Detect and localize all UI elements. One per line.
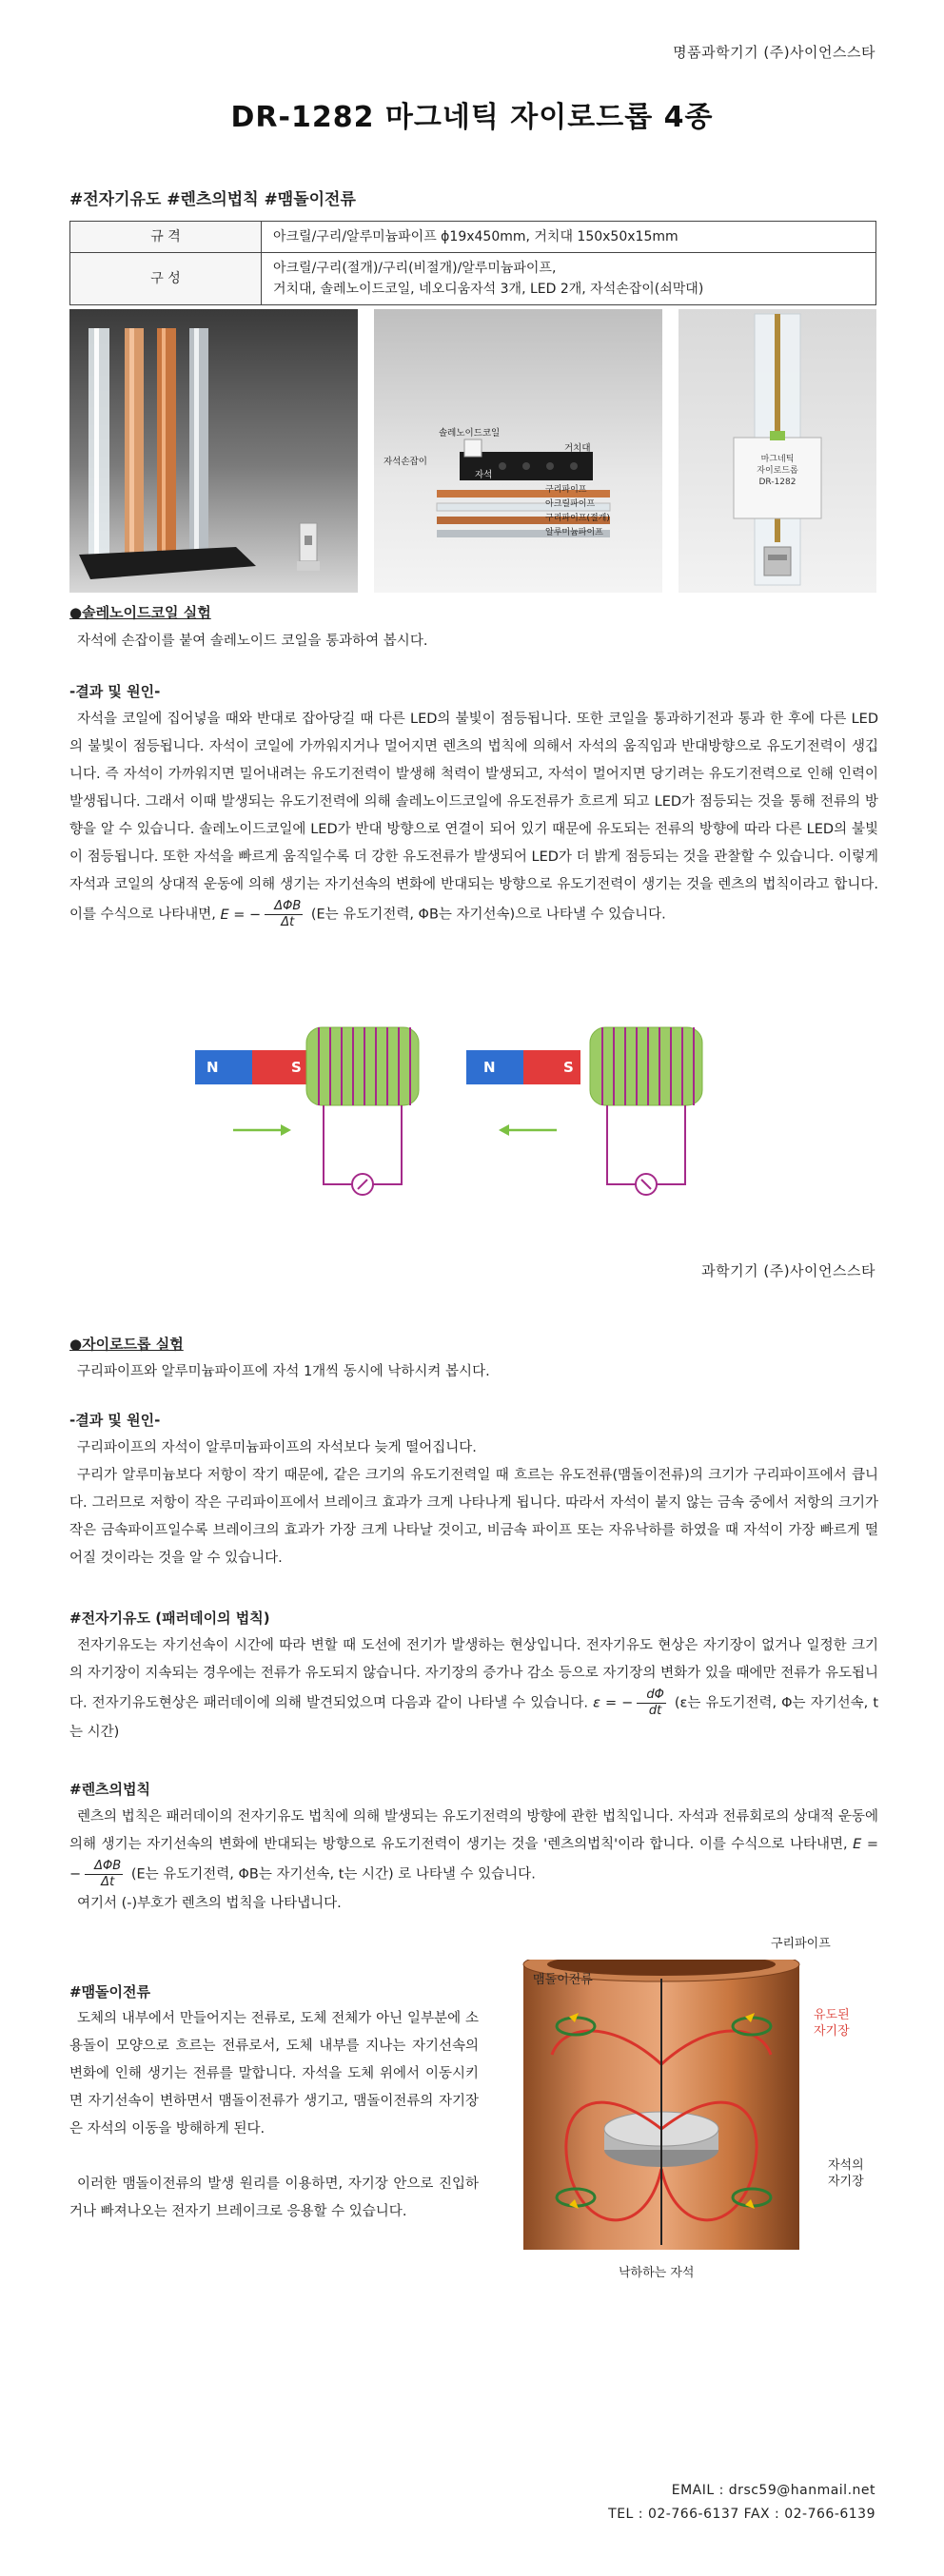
lenz-sign-note: 여기서 (-)부호가 렌츠의 법칙을 나타냅니다. [77,1896,342,1911]
spec-row [70,253,876,305]
spec-key: 규 격 [70,222,262,253]
formula-denominator: dt [648,1704,662,1718]
label-line: 자석의 [828,2158,864,2173]
formula-lhs: E = − [220,907,262,923]
label-s-left: S [291,1059,302,1076]
label-copper-pipe: 구리파이프 [771,1937,831,1951]
formula-tail: (E는 유도기전력, ΦB는 자기선속)으로 나타낼 수 있습니다. [310,907,666,923]
photo-components [374,309,662,593]
photo-coil-pipe [678,309,876,593]
coil-box-line: 마그네틱 [760,455,795,464]
label-handle: 자석손잡이 [384,457,427,467]
brand-mid: 과학기기 (주)사이언스스타 [701,1262,875,1279]
pipes-stand-image [69,309,358,593]
eddy-pipe-diagram [485,1960,885,2264]
body-text: 자석을 코일에 집어넣을 때와 반대로 잡아당길 때 다른 LED의 불빛이 점등됩니다. 또한 코일을 통과하기전과 통과 한 후에 다른 LED의 불빛이 점등됩니다. 자석이 코일에 가까워지거나 멀어지면 렌츠의 법칙에 의해서 자석의 움직임과 반대방향으로 유도기전력이 생깁니다. 즉 자석이 가까워지면 밀어내려는 유도기전력이 발생해 척력이 발생되고, 자석이 멀어지면 당기려는 유도기전력으로 인해 인력이 발생됩니다. 그래서 이때 발생되는 유도기전력에 의해 솔레노이드코일에 유도전류가 흐르게 되고 LED가 점등되는 것을 통해 전류의 방향을 알 수 있습니다. 솔레노이드코일에 LED가 반대 방향으로 연결이 되어 있기 때문에 유도되는 전류의 방향에 따라 다른 LED의 불빛이 점등됩니다. 또한 자석을 빠르게 움직일수록 더 강한 유도전류가 발생되어 LED가 더 밝게 점등되는 것을 관찰할 수 있습니다. 이렇게 자석과 코일의 상대적 운동에 의해 생기는 자기선속의 변화에 반대되는 방향으로 유도기전력이 생기는 것을 렌츠의 법칙이라고 합니다. 이를 수식으로 나타내면, [69,712,878,923]
label-magnet: 자석 [475,470,493,480]
brand-header: 명품과학기기 (주)사이언스스타 [673,44,875,61]
label-line: 유도된 [814,2008,850,2022]
spec-value-line: 아크릴/구리/알루미늄파이프 ϕ19x450mm, 거치대 150x50x15mm [273,229,678,244]
formula-lhs: E = − [69,1837,879,1883]
spec-value [262,253,876,305]
label-s-right: S [563,1059,574,1076]
formula-denominator: Δt [281,915,295,929]
formula-numerator: ΔΦB [85,1859,123,1875]
spec-key: 구 성 [70,253,262,305]
section-solenoid-heading [69,602,211,622]
page-title: DR-1282 마그네틱 자이로드롭 4종 [230,101,714,134]
label-coil: 솔레노이드코일 [439,428,501,439]
section-eddy-body1: 도체의 내부에서 만들어지는 전류로, 도체 전체가 아닌 일부분에 소용돌이 모양으로 흐르는 전류로서, 도체 내부를 지나는 자기선속의 변화에 인해 생기는 전류를 말합니다. 자석을 도체 위에서 이동시키면 자기선속이 변하면서 맴돌이전류가 생기고, 맴돌이전류의 자기장은 자석의 이동을 방해하게 된다. [69,2011,479,2137]
formula-fraction [85,1859,123,1890]
section-drop-body: 구리가 알루미늄보다 저항이 작기 때문에, 같은 크기의 유도기전력일 때 흐르는 유도전류(맴돌이전류)의 크기가 구리파이프에서 큽니다. 그러므로 저항이 작은 구리파이프에서 브레이크 효과가 크게 나타나게 됩니다. 따라서 자석이 붙지 않는 금속 중에서 저항의 크기가 작은 금속파이프일수록 브레이크의 효과가 가장 크게 나타날 것이고, 비금속 파이프 또는 자유낙하를 하였을 때 자석이 가장 빠르게 떨어질 것이라는 것을 알 수 있습니다. [69,1468,878,1566]
arrow-right-icon [281,1124,291,1136]
arrow-left-icon [499,1124,509,1136]
formula-tail: (E는 유도기전력, ΦB는 자기선속, t는 시간) 로 나타낼 수 있습니다. [130,1866,536,1883]
hashtags: #전자기유도 #렌츠의법칙 #맴돌이전류 [69,190,356,209]
label-falling-magnet: 낙하하는 자석 [619,2266,695,2280]
footer-email: EMAIL : drsc59@hanmail.net [671,2483,875,2498]
spec-value-line: 거치대, 솔레노이드코일, 네오디움자석 3개, LED 2개, 자석손잡이(쇠막대) [273,282,704,297]
formula-denominator: Δt [101,1875,115,1889]
formula-fraction [265,899,303,930]
label-pipe-1: 구리파이프 [545,485,587,495]
label-magnet-field [828,2157,864,2190]
coil-box-line: 자이로드롭 [757,466,798,476]
formula-tail: (ε는 유도기전력, Φ는 자기선속, t는 시간) [69,1695,879,1740]
formula-lhs: ε = − [593,1695,634,1711]
section-eddy-heading: #맴돌이전류 [69,1983,151,2000]
coil-left [306,1027,419,1105]
body-text: 렌츠의 법칙은 패러데이의 전자기유도 법칙에 의해 발생되는 유도기전력의 방향에 관한 법칙입니다. 자석과 전류회로의 상대적 운동에 의해 생기는 자기선속의 변화에 반대되는 방향으로 유도기전력이 생기는 것을 '렌츠의법칙'이라 합니다. 이를 수식으로 나타내면, [69,1809,878,1852]
magnet-north-left [195,1050,252,1084]
spec-table [69,221,876,305]
coil-box-label [734,454,821,488]
label-pipe-4: 알루미늄파이프 [545,528,603,537]
label-n-right: N [483,1059,496,1076]
components-image [374,309,662,593]
label-stand: 거치대 [564,443,591,454]
photo-pipes-stand [69,309,358,593]
label-pipe-3: 구리파이프(절개) [545,514,610,523]
coil-box-line: DR-1282 [758,478,796,487]
heading-text: ●자이로드롭 실험 [69,1336,184,1353]
label-eddy: 맴돌이전류 [533,1973,593,1987]
section-drop-line1: 구리파이프의 자석이 알루미늄파이프의 자석보다 늦게 떨어집니다. [77,1440,477,1455]
spec-value-line: 아크릴/구리(절개)/구리(비절개)/알루미늄파이프, [273,261,557,276]
label-line: 자기장 [814,2024,850,2039]
heading-text: ●솔레노이드코일 실험 [69,604,211,621]
formula-numerator: ΔΦB [265,899,303,915]
label-pipe-2: 아크릴파이프 [545,499,596,509]
section-eddy-body2: 이러한 맴돌이전류의 발생 원리를 이용하면, 자기장 안으로 진입하거나 빠져나오는 전자기 브레이크로 응용할 수 있습니다. [69,2176,479,2219]
footer-tel: TEL : 02-766-6137 FAX : 02-766-6139 [608,2507,875,2522]
section-solenoid-intro: 자석에 손잡이를 붙여 솔레노이드 코일을 통과하여 봅시다. [77,634,428,649]
coil-right [590,1027,702,1105]
body-text: 전자기유도는 자기선속이 시간에 따라 변할 때 도선에 전기가 발생하는 현상입니다. 전자기유도 현상은 자기장이 없거나 일정한 크기의 자기장이 지속되는 경우에는 전류가 유도되지 않습니다. 자기장의 증가나 감소 등으로 자기장의 변화가 있을 때에만 전류가 유도됩니다. 전자기유도현상은 패러데이에 의해 발견되었으며 다음과 같이 나타낼 수 있습니다. [69,1638,878,1711]
spec-row [70,222,876,253]
result-heading-1: -결과 및 원인- [69,683,161,700]
formula-fraction [637,1688,665,1719]
section-induction-heading: #전자기유도 (패러데이의 법칙) [69,1610,270,1627]
label-line: 자기장 [828,2175,864,2189]
label-n-left: N [206,1059,219,1076]
section-drop-heading [69,1334,184,1354]
section-induction-body [69,1632,878,1747]
section-lenz-heading: #렌츠의법칙 [69,1781,151,1798]
solenoid-diagram [190,1018,761,1203]
section-solenoid-body [69,706,878,930]
spec-value [262,222,876,253]
formula-numerator: dΦ [637,1688,665,1704]
formula-lenz-1 [220,899,311,929]
section-lenz-body [69,1804,878,1918]
coil-pipe-image [678,309,876,593]
label-induced-field [814,2007,850,2039]
section-drop-intro: 구리파이프와 알루미늄파이프에 자석 1개씩 동시에 낙하시켜 봅시다. [77,1364,490,1379]
result-heading-2: -결과 및 원인- [69,1412,161,1429]
